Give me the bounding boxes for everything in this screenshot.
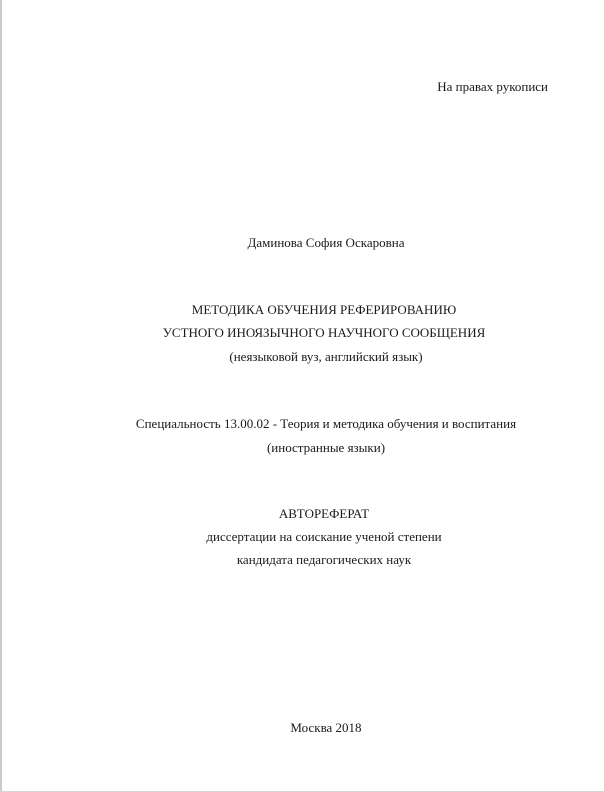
author-name: Даминова София Оскаровна [247,235,405,250]
specialty-line: Специальность 13.00.02 - Теория и методика обучения и воспитания [135,416,517,431]
degree-line: кандидата педагогических наук [236,552,412,567]
city-year: Москва 2018 [290,720,362,735]
page-edge-left [0,0,2,792]
dissertation-line: диссертации на соискание ученой степени [206,529,442,544]
document-type-heading: АВТОРЕФЕРАТ [278,506,370,521]
manuscript-rights-note: На правах рукописи [437,79,548,94]
title-line-2: УСТНОГО ИНОЯЗЫЧНОГО НАУЧНОГО СООБЩЕНИЯ [162,325,486,340]
specialty-subline: (иностранные языки) [266,440,386,455]
title-line-1: МЕТОДИКА ОБУЧЕНИЯ РЕФЕРИРОВАНИЮ [191,302,457,317]
title-subtitle: (неязыковой вуз, английский язык) [229,349,423,364]
